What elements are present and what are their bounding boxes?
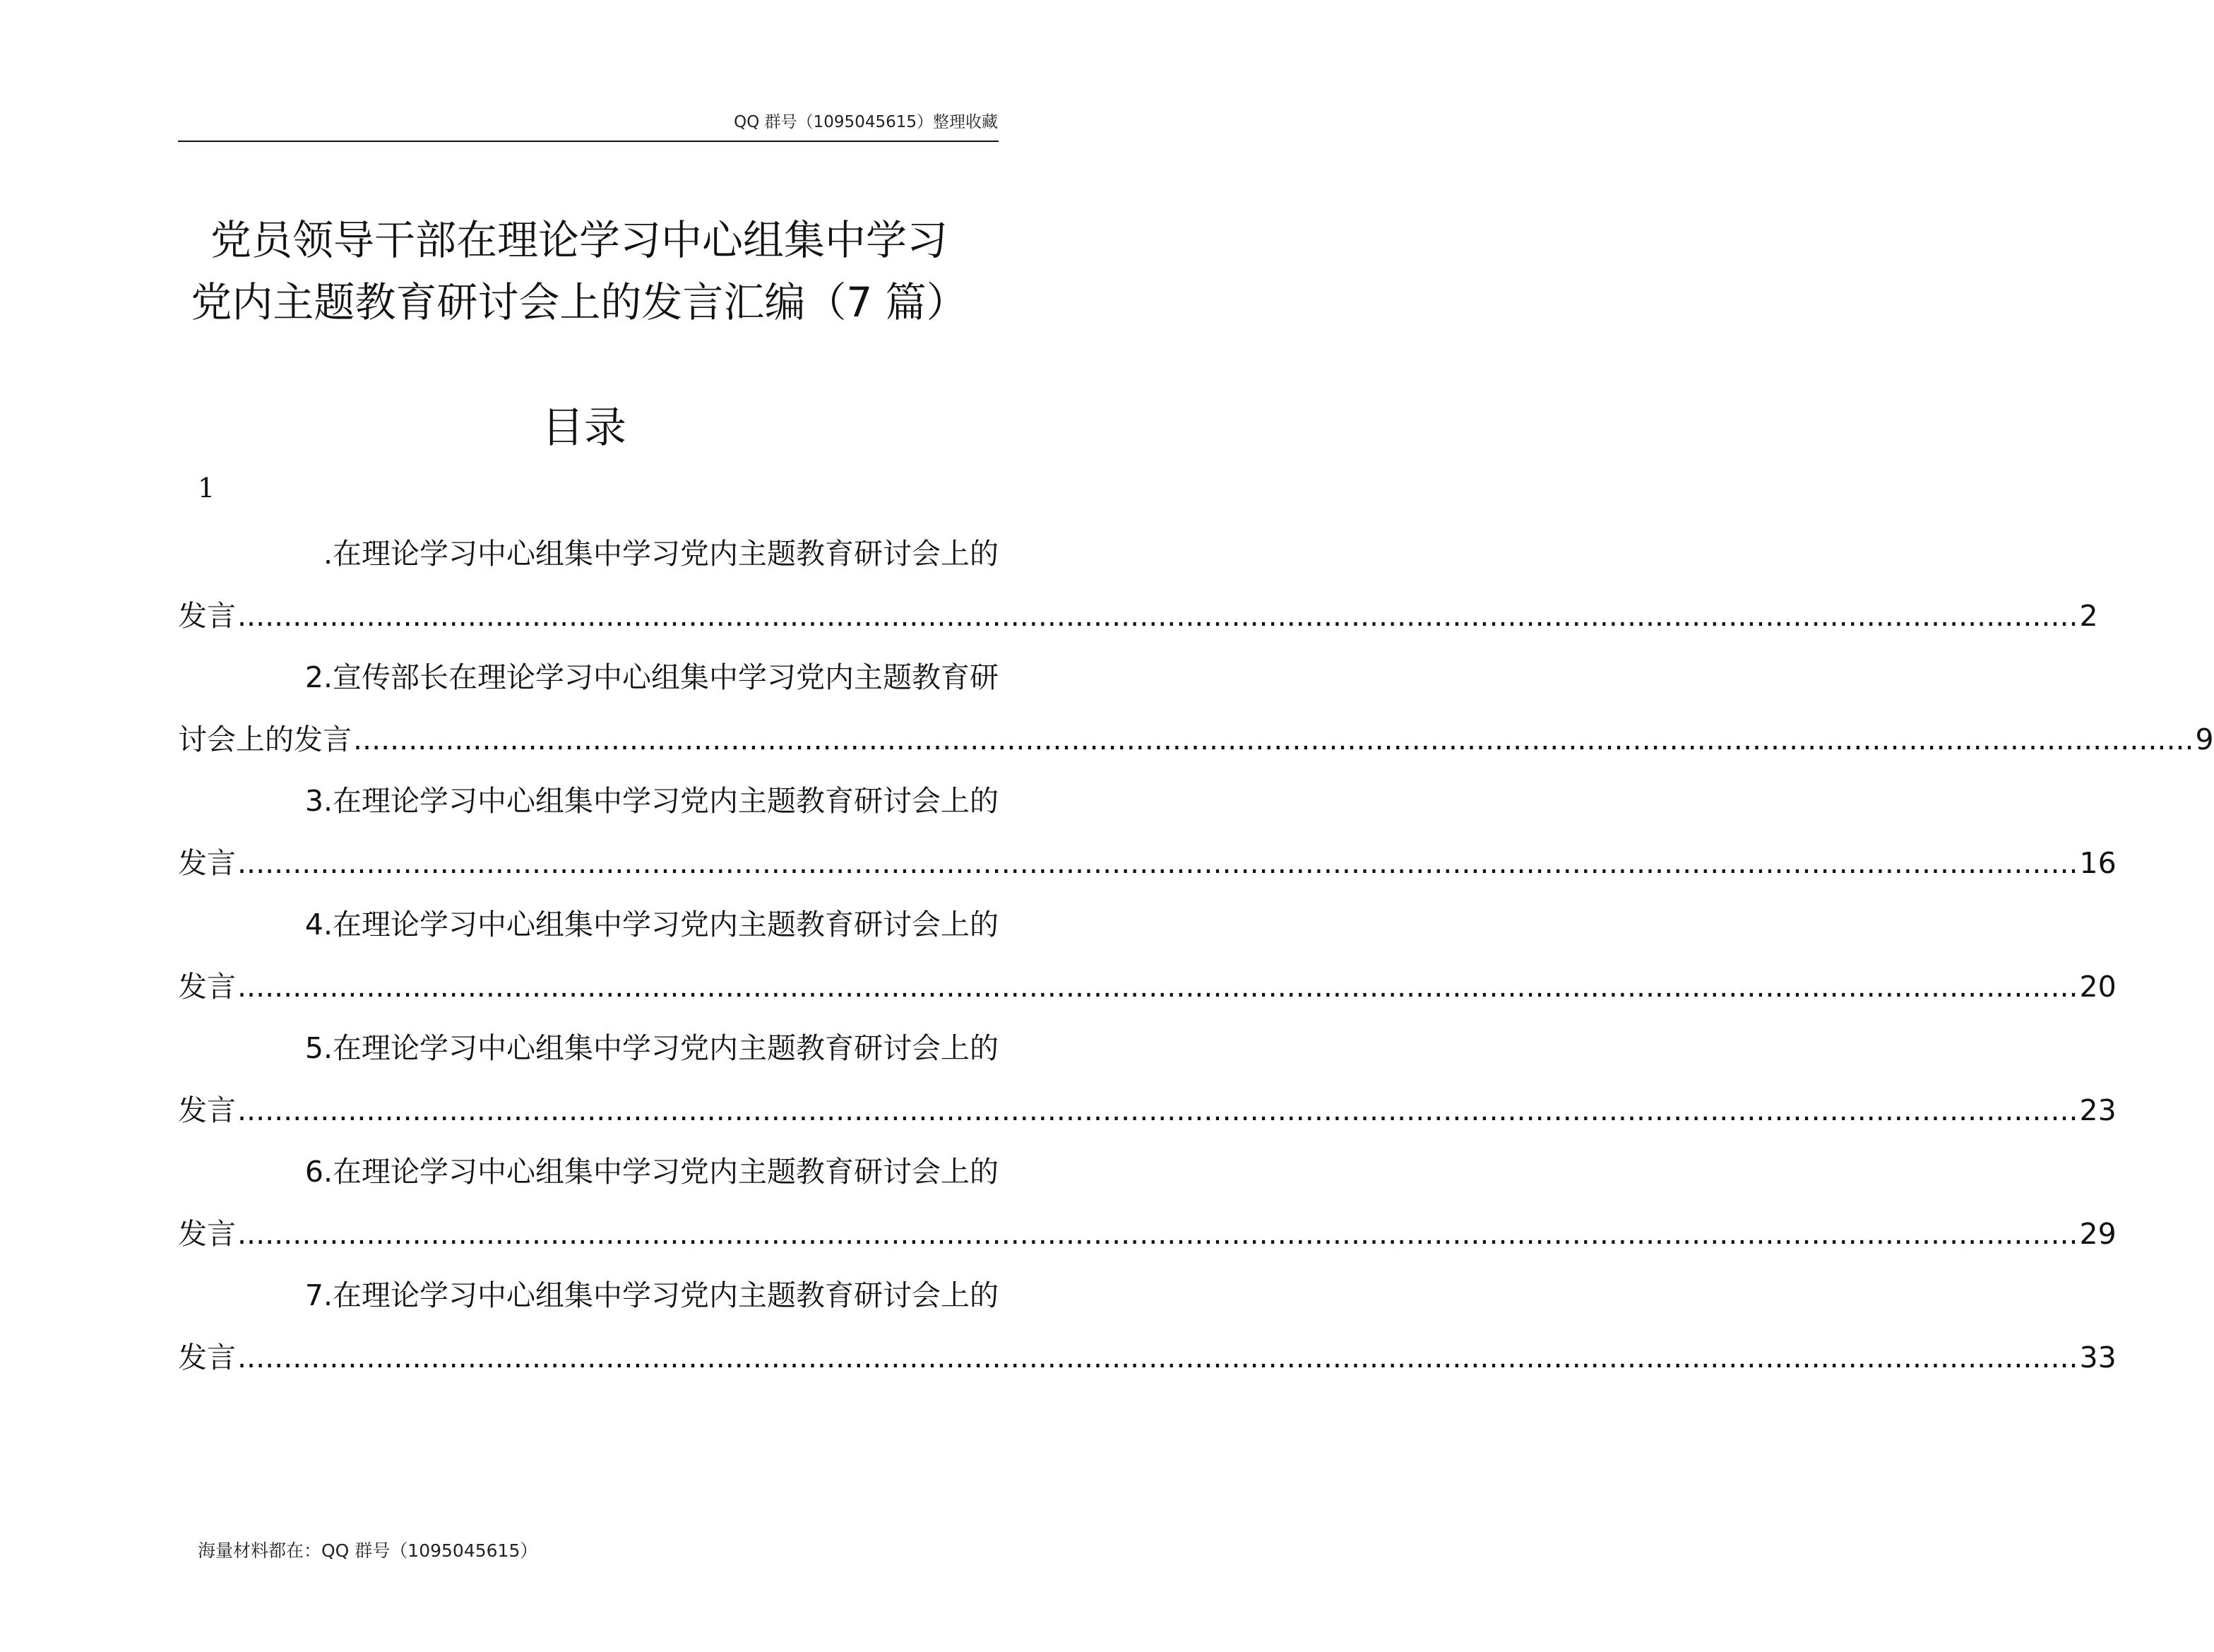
toc-entry[interactable] bbox=[178, 1267, 2117, 1391]
toc-dot-leader: ........................................................................................................................................................................................................ bbox=[237, 1217, 2078, 1251]
document-title-line-1: 党员领导干部在理论学习中心组集中学习 bbox=[210, 216, 948, 264]
toc-entry-title: 5.在理论学习中心组集中学习党内主题教育研讨会上的 bbox=[304, 1031, 999, 1065]
toc-entry-page-number: 16 bbox=[2079, 846, 2117, 880]
toc-dot-leader: ........................................................................................................................................................................................................ bbox=[237, 846, 2078, 880]
toc-dot-leader: ........................................................................................................................................................................................................ bbox=[237, 1093, 2078, 1127]
toc-entry-title: 7.在理论学习中心组集中学习党内主题教育研讨会上的 bbox=[304, 1278, 999, 1312]
toc-entry[interactable] bbox=[178, 525, 2098, 649]
toc-entry-title: .在理论学习中心组集中学习党内主题教育研讨会上的 bbox=[323, 537, 999, 571]
toc-entry[interactable] bbox=[178, 649, 2214, 773]
toc-entry-title-continued: 发言 bbox=[178, 599, 236, 633]
toc-entry-title-continued: 发言 bbox=[178, 1341, 236, 1374]
toc-entry[interactable] bbox=[178, 1020, 2117, 1143]
toc-entry-title: 4.在理论学习中心组集中学习党内主题教育研讨会上的 bbox=[304, 908, 999, 941]
toc-entry-title: 6.在理论学习中心组集中学习党内主题教育研讨会上的 bbox=[304, 1155, 999, 1189]
toc-page-marker: 1 bbox=[198, 473, 215, 504]
document-title-line-2: 党内主题教育研讨会上的发言汇编（7 篇） bbox=[191, 278, 968, 326]
toc-entry[interactable] bbox=[178, 896, 2117, 1020]
toc-dot-leader: ........................................................................................................................................................................................................ bbox=[353, 723, 2194, 756]
document-title bbox=[162, 209, 996, 333]
page-footer-text: 海量材料都在：QQ 群号（1095045615） bbox=[198, 1540, 538, 1561]
toc-entry[interactable] bbox=[178, 1143, 2117, 1267]
toc-entry-page-number: 9 bbox=[2195, 723, 2214, 756]
header-divider bbox=[178, 141, 999, 142]
toc-list bbox=[178, 525, 2214, 1391]
toc-entry-title: 3.在理论学习中心组集中学习党内主题教育研讨会上的 bbox=[304, 784, 999, 818]
toc-entry-page-number: 29 bbox=[2079, 1217, 2117, 1251]
toc-dot-leader: ........................................................................................................................................................................................................ bbox=[237, 970, 2078, 1004]
toc-heading: 目录 bbox=[542, 403, 626, 453]
toc-entry-title-continued: 讨会上的发言 bbox=[178, 723, 352, 756]
toc-dot-leader: ........................................................................................................................................................................................................ bbox=[237, 1341, 2078, 1374]
toc-entry-title: 2.宣传部长在理论学习中心组集中学习党内主题教育研 bbox=[304, 660, 999, 694]
toc-entry-title-continued: 发言 bbox=[178, 1217, 236, 1251]
toc-entry-page-number: 20 bbox=[2079, 970, 2117, 1004]
toc-entry[interactable] bbox=[178, 773, 2117, 896]
toc-entry-page-number: 2 bbox=[2079, 599, 2098, 633]
toc-entry-title-continued: 发言 bbox=[178, 970, 236, 1004]
toc-entry-title-continued: 发言 bbox=[178, 1093, 236, 1127]
toc-dot-leader: ........................................................................................................................................................................................................ bbox=[237, 599, 2078, 633]
toc-entry-page-number: 23 bbox=[2079, 1093, 2117, 1127]
toc-entry-page-number: 33 bbox=[2079, 1341, 2117, 1374]
page-header-text: QQ 群号（1095045615）整理收藏 bbox=[734, 113, 998, 131]
toc-entry-title-continued: 发言 bbox=[178, 846, 236, 880]
